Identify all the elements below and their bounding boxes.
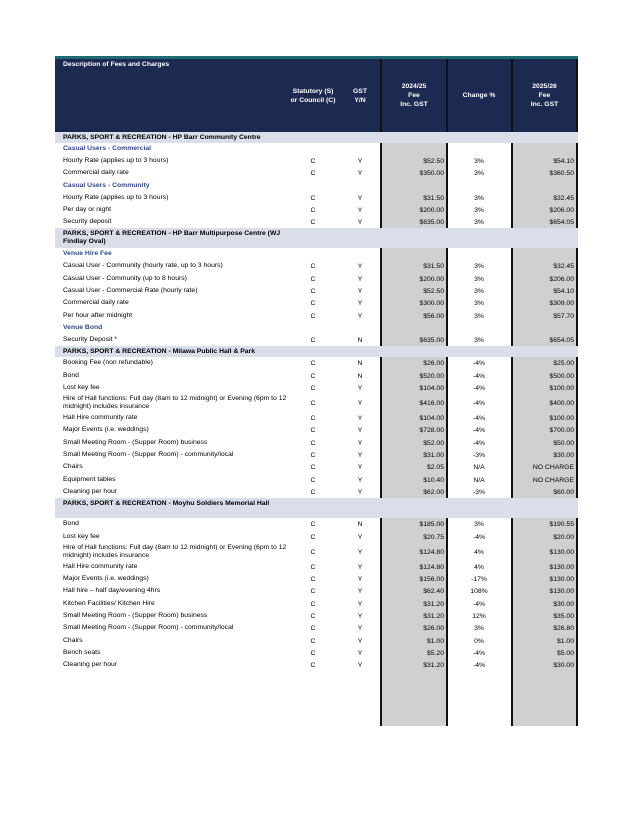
cell-fee-2025-26: $26.80 bbox=[553, 625, 574, 633]
cell-change: 108% bbox=[470, 588, 488, 596]
cell-gst: Y bbox=[357, 488, 363, 496]
cell-fee-2024-25: $20.75 bbox=[423, 533, 444, 541]
cell-fee-2025-26: $130.00 bbox=[549, 548, 574, 556]
cell-statutory: C bbox=[310, 194, 316, 202]
cell-description: Chairs bbox=[63, 463, 83, 471]
cell-fee-2024-25: $2.05 bbox=[426, 464, 444, 472]
cell-gst: Y bbox=[357, 476, 363, 484]
cell-fee-2024-25: $124.80 bbox=[419, 563, 444, 571]
fees-table bbox=[55, 56, 578, 672]
cell-description: Booking Fee (non refundable) bbox=[63, 359, 153, 367]
fee-row bbox=[55, 585, 578, 597]
cell-fee-2024-25: $31.00 bbox=[423, 452, 444, 460]
cell-gst: Y bbox=[357, 384, 363, 392]
cell-change: -4% bbox=[472, 533, 486, 541]
cell-gst: Y bbox=[357, 464, 363, 472]
header-description: Description of Fees and Charges bbox=[63, 61, 170, 68]
cell-change: 3% bbox=[474, 288, 484, 296]
cell-fee-2025-26: $57.70 bbox=[553, 312, 574, 320]
cell-fee-2024-25: $416.00 bbox=[419, 400, 444, 408]
cell-fee-2025-26: $54.10 bbox=[553, 158, 574, 165]
cell-change: -4% bbox=[472, 372, 486, 380]
cell-change: 3% bbox=[474, 336, 484, 344]
fee-row bbox=[55, 659, 578, 671]
cell-statutory: C bbox=[310, 637, 316, 645]
cell-fee-2025-26: $360.50 bbox=[549, 170, 574, 178]
cell-statutory: C bbox=[310, 488, 316, 496]
cell-fee-2025-26: $5.00 bbox=[556, 649, 574, 657]
cell-gst: Y bbox=[357, 563, 363, 571]
cell-change: 4% bbox=[474, 548, 484, 556]
cell-fee-2024-25: $31.20 bbox=[423, 662, 444, 670]
cell-fee-2025-26: $654.05 bbox=[549, 219, 574, 227]
fee-row bbox=[55, 561, 578, 573]
fee-row bbox=[55, 412, 578, 424]
section-header bbox=[55, 498, 578, 518]
subsection-title: Casual Users - Community bbox=[63, 181, 150, 189]
header-fee-2024-25: 2024/25 Fee Inc. GST bbox=[380, 59, 448, 132]
table-body bbox=[55, 132, 578, 672]
cell-description: Chairs bbox=[63, 636, 83, 644]
cell-fee-2024-25: $31.50 bbox=[423, 263, 444, 271]
cell-statutory: C bbox=[310, 576, 316, 584]
fee-row bbox=[55, 167, 578, 179]
cell-statutory: C bbox=[310, 360, 316, 368]
cell-statutory: C bbox=[310, 400, 316, 408]
cell-fee-2024-25: $350.00 bbox=[419, 170, 444, 178]
cell-fee-2024-25: $156.00 bbox=[419, 576, 444, 584]
cell-fee-2024-25: $104.00 bbox=[419, 384, 444, 392]
cell-statutory: C bbox=[310, 300, 316, 308]
cell-fee-2024-25: $728.00 bbox=[419, 427, 444, 435]
cell-statutory: C bbox=[310, 452, 316, 460]
cell-fee-2025-26: $400.00 bbox=[549, 400, 574, 408]
cell-change: -4% bbox=[472, 427, 486, 435]
section-title: PARKS, SPORT & RECREATION - Milawa Public Hall & Park bbox=[63, 348, 255, 356]
cell-gst: Y bbox=[357, 300, 363, 308]
cell-statutory: C bbox=[310, 563, 316, 571]
cell-change: 3% bbox=[474, 521, 484, 529]
cell-gst: Y bbox=[357, 275, 363, 283]
cell-description: Hall Hire community rate bbox=[63, 562, 138, 570]
cell-change: 3% bbox=[474, 300, 484, 308]
cell-fee-2024-25: $56.00 bbox=[423, 312, 444, 320]
cell-statutory: C bbox=[310, 662, 316, 670]
cell-description: Lost key fee bbox=[63, 383, 100, 391]
cell-statutory: C bbox=[310, 263, 316, 271]
subsection-title: Venue Hire Fee bbox=[63, 250, 112, 258]
cell-description: Casual User - Commercial Rate (hourly rate) bbox=[63, 287, 198, 295]
cell-fee-2025-26: NO CHARGE bbox=[532, 464, 574, 472]
cell-statutory: C bbox=[310, 464, 316, 472]
cell-gst: Y bbox=[357, 206, 363, 214]
cell-fee-2025-26: $30.00 bbox=[553, 662, 574, 670]
cell-gst: Y bbox=[357, 662, 363, 670]
cell-fee-2025-26: $25.00 bbox=[553, 360, 574, 368]
cell-change: -4% bbox=[472, 400, 486, 408]
table-header bbox=[55, 59, 578, 132]
cell-statutory: C bbox=[310, 625, 316, 633]
cell-gst: Y bbox=[357, 588, 363, 596]
cell-description: Small Meeting Room - (Supper Room) - community/local bbox=[63, 451, 234, 459]
cell-description: Kitchen Facilities/ Kitchen Hire bbox=[63, 599, 155, 607]
fee-row bbox=[55, 192, 578, 204]
section-title: PARKS, SPORT & RECREATION - HP Barr Multipurpose Centre (WJ Findlay Oval) bbox=[63, 230, 281, 246]
cell-gst: Y bbox=[357, 219, 363, 227]
cell-fee-2025-26: $30.00 bbox=[553, 452, 574, 460]
cell-fee-2024-25: $31.20 bbox=[423, 600, 444, 608]
cell-change: 3% bbox=[474, 158, 484, 165]
cell-fee-2025-26: $35.00 bbox=[553, 613, 574, 621]
cell-fee-2025-26: $100.00 bbox=[549, 384, 574, 392]
cell-statutory: C bbox=[310, 533, 316, 541]
fee-row bbox=[55, 573, 578, 585]
fee-row bbox=[55, 610, 578, 622]
cell-statutory: C bbox=[310, 275, 316, 283]
cell-change: 3% bbox=[474, 219, 484, 227]
cell-gst: Y bbox=[357, 548, 363, 556]
cell-description: Hall Hire community rate bbox=[63, 414, 138, 422]
cell-fee-2024-25: $185.00 bbox=[419, 521, 444, 529]
fee-row bbox=[55, 622, 578, 634]
cell-fee-2025-26: $206.00 bbox=[549, 206, 574, 214]
cell-description: Small Meeting Room - (Supper Room) business bbox=[63, 438, 208, 446]
cell-change: 3% bbox=[474, 206, 484, 214]
cell-statutory: C bbox=[310, 336, 316, 344]
cell-gst: Y bbox=[357, 600, 363, 608]
header-change: Change % bbox=[462, 92, 496, 99]
section-header bbox=[55, 228, 578, 248]
cell-change: -4% bbox=[472, 600, 486, 608]
cell-gst: Y bbox=[357, 400, 363, 408]
cell-gst: Y bbox=[357, 637, 363, 645]
cell-description: Per hour after midnight bbox=[63, 311, 133, 319]
fee-row bbox=[55, 461, 578, 473]
fee-row bbox=[55, 382, 578, 394]
cell-change: 3% bbox=[474, 275, 484, 283]
cell-description: Hourly Rate (applies up to 3 hours) bbox=[63, 193, 169, 201]
cell-fee-2025-26: $130.00 bbox=[549, 563, 574, 571]
subsection-header bbox=[55, 180, 578, 192]
cell-gst: Y bbox=[357, 194, 363, 202]
cell-fee-2025-26: $32.45 bbox=[553, 194, 574, 202]
cell-fee-2024-25: $635.00 bbox=[419, 336, 444, 344]
cell-change: -4% bbox=[472, 662, 486, 670]
cell-fee-2024-25: $52.50 bbox=[423, 288, 444, 296]
cell-change: -3% bbox=[472, 488, 486, 496]
subsection-header bbox=[55, 322, 578, 334]
cell-fee-2024-25: $31.50 bbox=[423, 194, 444, 202]
cell-fee-2025-26: $50.00 bbox=[553, 439, 574, 447]
fee-row bbox=[55, 437, 578, 449]
cell-fee-2025-26: $130.00 bbox=[549, 588, 574, 596]
fee-row bbox=[55, 285, 578, 297]
cell-change: -4% bbox=[472, 439, 486, 447]
cell-gst: Y bbox=[357, 533, 363, 541]
cell-statutory: C bbox=[310, 521, 316, 529]
cell-statutory: C bbox=[310, 206, 316, 214]
cell-gst: Y bbox=[357, 288, 363, 296]
cell-fee-2024-25: $124.80 bbox=[419, 548, 444, 556]
fee-row bbox=[55, 370, 578, 382]
cell-statutory: C bbox=[310, 312, 316, 320]
fee-row bbox=[55, 474, 578, 486]
fee-row bbox=[55, 598, 578, 610]
cell-fee-2024-25: $200.00 bbox=[419, 206, 444, 214]
fee-row bbox=[55, 297, 578, 309]
fee-row bbox=[55, 216, 578, 228]
header-fee-2025-26: 2025/26 Fee Inc. GST bbox=[511, 59, 578, 132]
cell-description: Major Events (i.e. weddings) bbox=[63, 575, 149, 583]
cell-description: Equipment tables bbox=[63, 475, 116, 483]
cell-fee-2024-25: $5.20 bbox=[426, 649, 444, 657]
cell-description: Casual User - Community (up to 8 hours) bbox=[63, 274, 187, 282]
cell-statutory: C bbox=[310, 288, 316, 296]
cell-change: -4% bbox=[472, 360, 486, 368]
cell-fee-2025-26: $309.00 bbox=[549, 300, 574, 308]
cell-fee-2024-25: $10.40 bbox=[423, 476, 444, 484]
fee-row bbox=[55, 260, 578, 272]
cell-description: Bond bbox=[63, 520, 79, 528]
fee-row bbox=[55, 518, 578, 530]
cell-change: -4% bbox=[472, 384, 486, 392]
cell-fee-2024-25: $26.00 bbox=[423, 625, 444, 633]
subsection-title: Venue Bond bbox=[63, 323, 103, 331]
cell-fee-2024-25: $52.00 bbox=[423, 439, 444, 447]
cell-statutory: C bbox=[310, 613, 316, 621]
fee-row bbox=[55, 204, 578, 216]
fee-row bbox=[55, 424, 578, 436]
cell-statutory: C bbox=[310, 600, 316, 608]
cell-gst: N bbox=[357, 336, 363, 344]
cell-statutory: C bbox=[310, 219, 316, 227]
cell-fee-2025-26: $32.45 bbox=[553, 263, 574, 271]
subsection-header bbox=[55, 143, 578, 155]
cell-change: 4% bbox=[474, 563, 484, 571]
cell-description: Hire of Hall functions: Full day (8am to 12 midnight) or Evening (6pm to 12 midnight) includes insurance bbox=[63, 543, 287, 559]
cell-fee-2025-26: NO CHARGE bbox=[532, 476, 574, 484]
cell-fee-2025-26: $30.00 bbox=[553, 600, 574, 608]
cell-description: Casual User - Community (hourly rate, up to 3 hours) bbox=[63, 262, 223, 270]
cell-gst: Y bbox=[357, 170, 363, 178]
cell-description: Major Events (i.e. weddings) bbox=[63, 426, 149, 434]
cell-fee-2024-25: $31.20 bbox=[423, 613, 444, 621]
cell-description: Hire of Hall functions: Full day (8am to 12 midnight) or Evening (6pm to 12 midnight) includes insurance bbox=[63, 395, 287, 411]
cell-gst: Y bbox=[357, 613, 363, 621]
cell-fee-2024-25: $635.00 bbox=[419, 219, 444, 227]
cell-statutory: C bbox=[310, 158, 316, 165]
cell-change: 3% bbox=[474, 312, 484, 320]
cell-gst: Y bbox=[357, 427, 363, 435]
cell-fee-2024-25: $520.00 bbox=[419, 372, 444, 380]
cell-statutory: C bbox=[310, 170, 316, 178]
fee-row bbox=[55, 310, 578, 322]
fee-row bbox=[55, 273, 578, 285]
cell-fee-2024-25: $300.00 bbox=[419, 300, 444, 308]
cell-fee-2025-26: $190.55 bbox=[549, 521, 574, 529]
cell-description: Commercial daily rate bbox=[63, 169, 129, 177]
fee-row bbox=[55, 155, 578, 167]
cell-change: 0% bbox=[474, 637, 484, 645]
cell-description: Per day or night bbox=[63, 205, 111, 213]
cell-fee-2024-25: $104.00 bbox=[419, 415, 444, 423]
cell-description: Cleaning per hour bbox=[63, 661, 118, 669]
cell-statutory: C bbox=[310, 372, 316, 380]
cell-description: Cleaning per hour bbox=[63, 487, 118, 495]
cell-change: 12% bbox=[472, 613, 486, 621]
cell-description: Small Meeting Room - (Supper Room) - community/local bbox=[63, 624, 234, 632]
cell-gst: Y bbox=[357, 452, 363, 460]
cell-statutory: C bbox=[310, 476, 316, 484]
cell-fee-2025-26: $100.00 bbox=[549, 415, 574, 423]
cell-statutory: C bbox=[310, 548, 316, 556]
fee-row bbox=[55, 635, 578, 647]
cell-fee-2024-25: $52.50 bbox=[423, 158, 444, 165]
cell-fee-2025-26: $206.00 bbox=[549, 275, 574, 283]
cell-change: -3% bbox=[472, 452, 486, 460]
cell-gst: Y bbox=[357, 312, 363, 320]
fee-row bbox=[55, 449, 578, 461]
cell-description: Hourly Rate (applies up to 3 hours) bbox=[63, 157, 169, 164]
header-statutory: Statutory (S) or Council (C) bbox=[290, 87, 336, 104]
fee-row bbox=[55, 647, 578, 659]
cell-gst: Y bbox=[357, 576, 363, 584]
cell-statutory: C bbox=[310, 649, 316, 657]
cell-change: N/A bbox=[473, 476, 485, 484]
cell-description: Bond bbox=[63, 371, 79, 379]
cell-fee-2024-25: $62.00 bbox=[423, 488, 444, 496]
cell-gst: Y bbox=[357, 415, 363, 423]
cell-change: 3% bbox=[474, 263, 484, 271]
subsection-header bbox=[55, 248, 578, 260]
cell-fee-2025-26: $700.00 bbox=[549, 427, 574, 435]
subsection-title: Casual Users - Commercial bbox=[63, 145, 152, 152]
cell-statutory: C bbox=[310, 588, 316, 596]
cell-gst: N bbox=[357, 372, 363, 380]
cell-change: N/A bbox=[473, 464, 485, 472]
fee-row bbox=[55, 531, 578, 543]
cell-fee-2024-25: $26.00 bbox=[423, 360, 444, 368]
cell-change: 3% bbox=[474, 170, 484, 178]
fee-row bbox=[55, 334, 578, 346]
cell-description: Bench seats bbox=[63, 648, 101, 656]
cell-change: -4% bbox=[472, 415, 486, 423]
cell-description: Security deposit bbox=[63, 218, 112, 226]
cell-statutory: C bbox=[310, 384, 316, 392]
cell-fee-2024-25: $62.40 bbox=[423, 588, 444, 596]
cell-gst: N bbox=[357, 360, 363, 368]
section-title: PARKS, SPORT & RECREATION - Moyhu Soldiers Memorial Hall bbox=[63, 500, 270, 508]
cell-statutory: C bbox=[310, 427, 316, 435]
cell-change: 3% bbox=[474, 625, 484, 633]
header-gst: GST Y/N bbox=[353, 87, 367, 104]
cell-fee-2025-26: $20.00 bbox=[553, 533, 574, 541]
cell-change: -4% bbox=[472, 649, 486, 657]
cell-fee-2025-26: $130.00 bbox=[549, 576, 574, 584]
cell-gst: N bbox=[357, 521, 363, 529]
cell-description: Small Meeting Room - (Supper Room) business bbox=[63, 612, 208, 620]
fee-row bbox=[55, 394, 578, 412]
section-title: PARKS, SPORT & RECREATION - HP Barr Community Centre bbox=[63, 134, 261, 141]
cell-statutory: C bbox=[310, 415, 316, 423]
cell-fee-2025-26: $654.05 bbox=[549, 336, 574, 344]
cell-description: Lost key fee bbox=[63, 532, 100, 540]
cell-description: Commercial daily rate bbox=[63, 299, 129, 307]
fee-row bbox=[55, 543, 578, 561]
cell-gst: Y bbox=[357, 649, 363, 657]
section-header bbox=[55, 346, 578, 357]
cell-description: Security Deposit * bbox=[63, 335, 118, 343]
cell-change: 3% bbox=[474, 194, 484, 202]
cell-statutory: C bbox=[310, 439, 316, 447]
cell-description: Hall hire – half day/evening 4hrs bbox=[63, 587, 161, 595]
cell-fee-2025-26: $1.00 bbox=[556, 637, 574, 645]
fee-row bbox=[55, 357, 578, 369]
cell-fee-2025-26: $60.00 bbox=[553, 488, 574, 496]
cell-gst: Y bbox=[357, 263, 363, 271]
cell-fee-2024-25: $1.00 bbox=[426, 637, 444, 645]
cell-gst: Y bbox=[357, 158, 363, 165]
fee-row bbox=[55, 486, 578, 498]
cell-fee-2025-26: $54.10 bbox=[553, 288, 574, 296]
cell-fee-2025-26: $500.00 bbox=[549, 372, 574, 380]
cell-change: -17% bbox=[471, 576, 487, 584]
cell-gst: Y bbox=[357, 625, 363, 633]
cell-gst: Y bbox=[357, 439, 363, 447]
section-header bbox=[55, 132, 578, 143]
cell-fee-2024-25: $200.00 bbox=[419, 275, 444, 283]
